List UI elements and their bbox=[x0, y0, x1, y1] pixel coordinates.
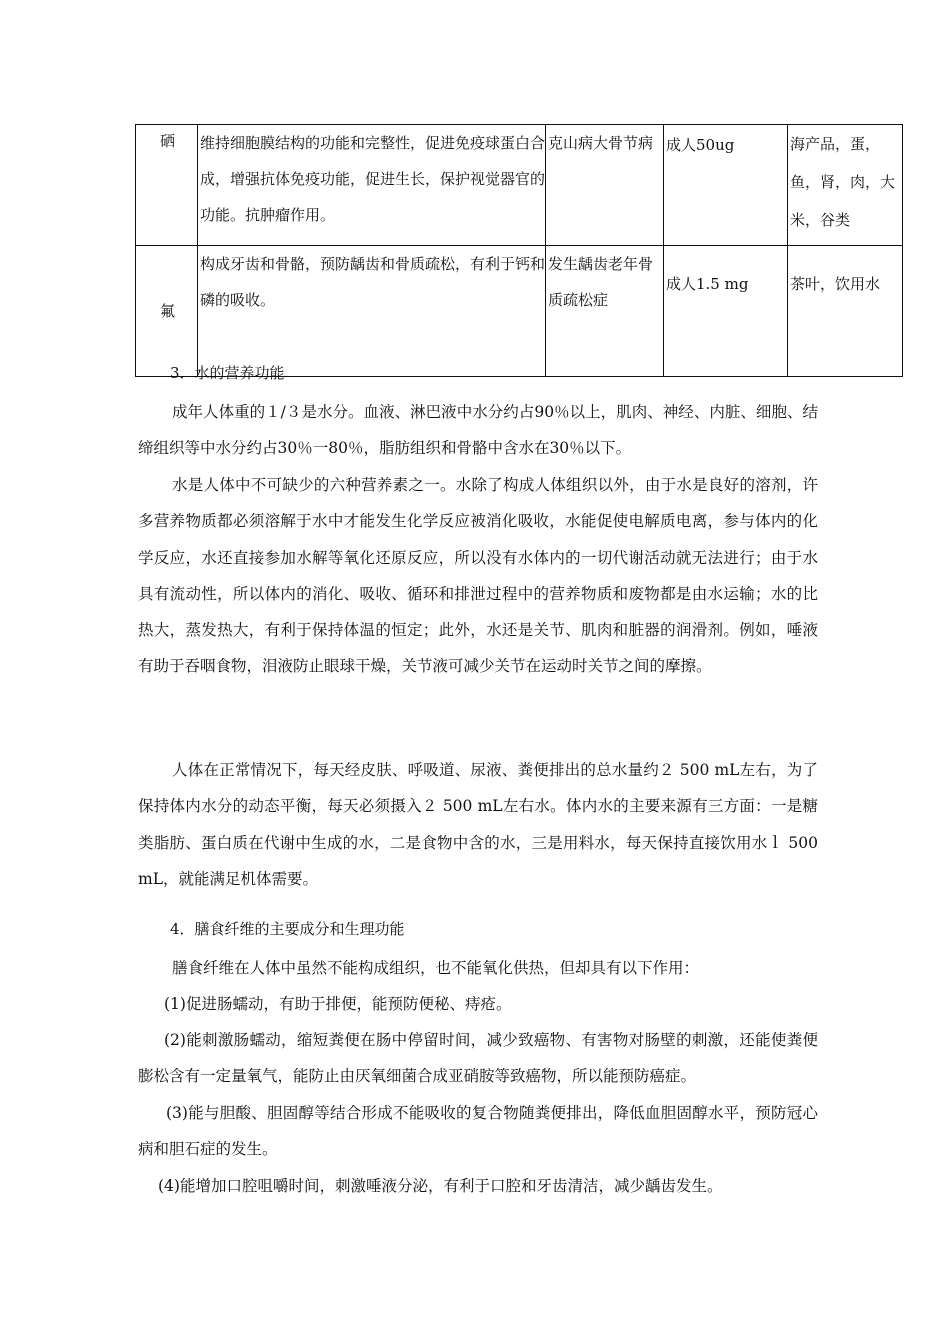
intake-cell: 成人50ug bbox=[664, 125, 788, 246]
paragraph: 人体在正常情况下，每天经皮肤、呼吸道、尿液、粪便排出的总水量约２ 500 mL左右，为了保持体内水分的动态平衡，每天必须摄入２ 500 mL左右水。体内水的主要来源有三方面：一是糖类脂肪、蛋白质在代谢中生成的水，二是食物中含的水，三是用料水，每天保持直接饮用水ｌ 500 mL，就能满足机体需要。 bbox=[138, 761, 818, 888]
paragraph: 成年人体重的１/３是水分。血液、淋巴液中水分约占90％以上，肌肉、神经、内脏、细胞、结缔组织等中水分约占30％一80％，脂肪组织和骨骼中含水在30％以下。 bbox=[138, 403, 818, 458]
list-item: (4)能增加口腔咀嚼时间，刺激唾液分泌，有利于口腔和牙齿清洁，减少龋齿发生。 bbox=[158, 1177, 723, 1195]
section-heading-water: 3．水的营养功能 bbox=[170, 364, 285, 382]
deficiency-cell: 克山病大骨节病 bbox=[546, 125, 664, 246]
trace-element-table bbox=[135, 124, 903, 377]
sources-cell: 海产品，蛋，鱼，肾，肉，大米，谷类 bbox=[788, 125, 903, 246]
list-item: (1)促进肠蠕动，有助于排便，能预防便秘、痔疮。 bbox=[164, 995, 512, 1013]
paragraph: 膳食纤维在人体中虽然不能构成组织，也不能氧化供热，但却具有以下作用： bbox=[172, 959, 700, 977]
sources-cell: 茶叶，饮用水 bbox=[788, 246, 903, 377]
deficiency-cell: 发生龋齿老年骨质疏松症 bbox=[546, 246, 664, 377]
element-cell: 硒 bbox=[136, 125, 198, 246]
list-item: (3)能与胆酸、胆固醇等结合形成不能吸收的复合物随粪便排出，降低血胆固醇水平，预防冠心病和胆石症的发生。 bbox=[138, 1104, 818, 1159]
element-cell: 氟 bbox=[136, 246, 198, 377]
function-cell: 构成牙齿和骨骼，预防龋齿和骨质疏松，有利于钙和磷的吸收。 bbox=[198, 246, 546, 377]
table-row bbox=[136, 246, 903, 377]
function-cell: 维持细胞膜结构的功能和完整性，促进免疫球蛋白合成，增强抗体免疫功能，促进生长，保护视觉器官的功能。抗肿瘤作用。 bbox=[198, 125, 546, 246]
table-row bbox=[136, 125, 903, 246]
intake-cell: 成人1.5 mg bbox=[664, 246, 788, 377]
list-item: (2)能刺激肠蠕动，缩短粪便在肠中停留时间，减少致癌物、有害物对肠壁的刺激，还能使粪便膨松含有一定量氧气，能防止由厌氧细菌合成亚硝胺等致癌物，所以能预防癌症。 bbox=[138, 1031, 818, 1086]
section-heading-fiber: 4．膳食纤维的主要成分和生理功能 bbox=[170, 920, 405, 938]
paragraph: 水是人体中不可缺少的六种营养素之一。水除了构成人体组织以外，由于水是良好的溶剂，许多营养物质都必须溶解于水中才能发生化学反应被消化吸收，水能促使电解质电离，参与体内的化学反应，水还直接参加水解等氧化还原反应，所以没有水体内的一切代谢活动就无法进行；由于水具有流动性，所以体内的消化、吸收、循环和排泄过程中的营养物质和废物都是由水运输；水的比热大，蒸发热大，有利于保持体温的恒定；此外，水还是关节、肌肉和脏器的润滑剂。例如，唾液有助于吞咽食物，泪液防止眼球干燥，关节液可减少关节在运动时关节之间的摩擦。 bbox=[138, 476, 818, 676]
